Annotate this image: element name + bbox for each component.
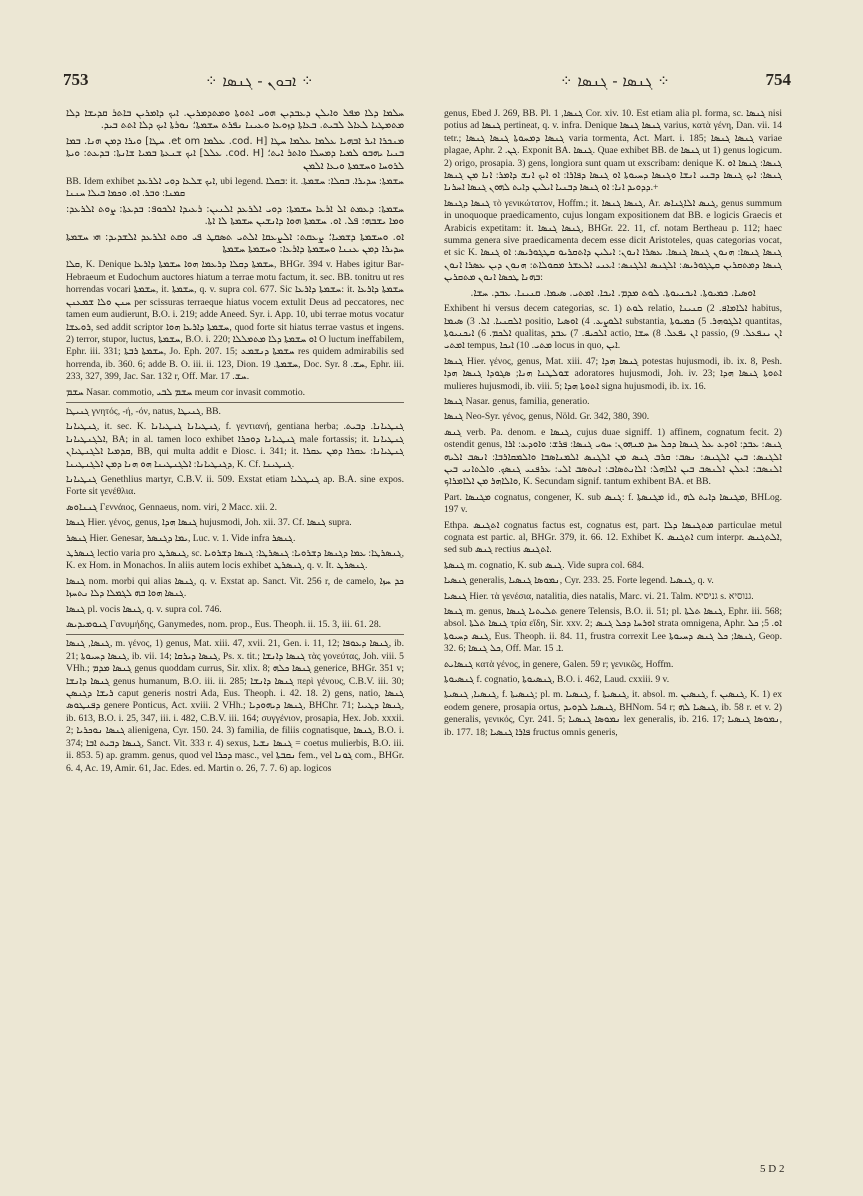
dictionary-entry: ܓܢܣܐ nom. morbi qui alias ܓܢܣܐ, q. v. Exstat ap. Sanct. Vit. 256 r, de camelo, ܟܕ ܚܙܐ ܓܢܣܐ ܗܘܐ ܒܗ ܠܓܡܠܐ ܕܠܐ ܢܬܚܙܐ.: [66, 575, 404, 600]
dictionary-entry: ܓܢܣܐ Hier. γένος, genus, Mat. xiii. 47; ܓܢܣܐ ܗܕܐ potestas hujusmodi, ib. ix. 8, Pesh. ܫܘܠܛܢܐ ܗܢܐ; ܣܓܘܕܐ ܓܢܣܐ ܗܕܐ adoratores hujusmodi, Joh. iv. 23; ܐܬܘܬܐ ܓܢܣܐ ܗܕܐ mulieres hujusmodi, ib. viii. 5; ܐܬܘܬܐ ܗܕܐ signa hujusmodi, ib. ix. 16.: [444, 355, 783, 392]
page-number-right: 754: [765, 70, 791, 89]
running-head-left: ⁘ ܐܒܘܢ - ܓܢܣܐ ⁘: [205, 72, 314, 90]
dictionary-entry: ܓܢܣܪܛ lectio varia pro ܓܢܣܪܛ, sc. ܓܢܣܪܛܐ: ܥܡܐ ܕܓܢܣܐ ܕܫܪܘܝܐ: ܓܢܣܪܛܐ: ܓܢܣܐ ܕܫܪܘܝܐ, K. ex Hom. in Monachos. In aliis autem locis exhibet ܓܢܣܪܛ, q. v. It. ܓܢܣܪܛ.: [66, 548, 404, 572]
dictionary-entry: ܓܢܢܐܘܣ Γεννάιος, Gennaeus, nom. viri, 2 Macc. xii. 2.: [66, 501, 278, 513]
dictionary-entry: Part. ܡܓܢܣܐ cognatus, congener, K. sub ܓܢܣ: f. ܡܓܢܣܬܐ id., ܡܓܢܣܐ ܕܐܝܬ ܠܗ, BHLog. 197 v.: [444, 491, 782, 516]
dictionary-entry: ܓܢܣܐ ܕܓܢܣܐ τὸ γενικώτατον, Hoffm.; it. ܓܢܣܐ ܓܢܣܐ, Ar. ܓܢܣ ܐܠܐܓܢܐܣ, genus summum in unoquoque praedicamento, cujus longam expositionem dat BB. e logicis Graecis et Arabicis expetitam: it. ܓܢܣܐ ܓܢܣܐ, BHGr. 22. 11, cf. notam Bertheau p. 112; haec summa genera sive praedicamenta decem esse dicit Aristoteles, quas categorias vocat, et sic K. ܓܢܣܐ ܓܢܣܐ: ܗܢܘܢ ܓܢܣܐ ܓܢܣܐ. ܥܣܪܐ ܐܢܘܢ: ܐܝܠܝܢ ܕܐܬܩܪܝܘ ܩܛܓܘܪܝܣ: ܐܘ ܓܢܣܐ ܓܢܣܐ ܕܡܬܩܪܝܢ ܩܛܓܘܪܝܣ: ܐܠܓܢܣ ܐܠܓܢܣ: ܐܥܢܝ ܐܠܥܫܪ ܡܩܘܠܐܬ: ܗܢܘܢ ܕܝܢ ܥܣܪܐ ܐܢܘܢ ܒܗܢܐ ܛܟܣܐ ܐܢܘܢ ܡܬܩܪܝܢ:: [444, 197, 782, 284]
dictionary-entry: ܐܘ. ܘܚܫܡܬܐ ܕܫܡܝܐ؛ ܨܥܩܬ: ܐܠܨܥܩܐ ܐܠܬܝ ܬܣܩܛ ܦܝ ܘܩܬ ܐܠܪܥܕ ܐܠܫܕܝܕ: ܗܝ ܚܫܡܬܐ ܚܕܝܪܐ ܕܡܢ ܥܢܢܐ ܘܚܫܡܬܐ ܕܐܪܥܐ: ܘܚܫܡܬܐ ܚܫܡܬܐ: [66, 231, 404, 256]
dictionary-entry: Ethpa. ܐܬܓܢܣ cognatus factus est, cognatus est, part. ܡܬܓܢܣܐ ܕܠܐ particulae metul cognata est partic. al, BHGr. 379, it. 66. 12. Exhibet K. ܐܬܓܢܣ cum interpr. ܐܠܬܓܢܣ, sed sub ܓܢܣ rectius ܐܬܓܢܣ.: [444, 519, 782, 556]
left-column: [66, 108, 404, 778]
dictionary-entry: genus, Ebed J. 269, BB. Pl. ܓܢܣܐ, 1 Cor. xiv. 10. Est etiam alia pl. forma, sc. ܓܢܣܐ nisi potius ad ܓܢܣܐ pertineat, q. v. infra. Denique ܓܢܣܐ ܓܢܣܐ varius, κατὰ γένη, Dan. vii. 14 tetr.; ܓܢܣܐ ܕܡܚܘܬܐ ܓܢܣܐ ܓܢܣܐ varia tormenta, Act. Mart. i. 185; ܓܢܣܐ ܓܢܣܐ variae plagae, Aphr. ܓܢ. 2. Exponit BA. ܓܢܣܐ. Quae exhibet BB. de ܓܢܣܐ ut 1) genus logicum. 2) origo, prosapia. 3) gens, longiora sunt quam ut exscribam: denique K. ܓܢܣܐ: ܓܢܣܐ ܐܘ ܓܢܣܐ: ܐܝܟ ܓܢܣܐ ܕܒܢܝ ܐܢܫܐ ܘܓܢܣܐ ܕܚܝܘܬܐ ܐܘ ܓܢܣܐ ܕܦܐܪܐ: ܐܘ ܐܝܟ ܐܢܫ ܕܐܡܪ: ܐܢܐ ܡܢ ܓܢܣܐ ܕܕܘܝܕ ܐܢܐ: ܐܘ ܓܢܣܐ ܕܒܢܝܐ ܐܝܠܝܢ ܕܐܝܬ ܠܗܘܢ ܓܢܣܐ ܐܚܪܢܐ.+: [444, 108, 782, 194]
section-divider: [66, 634, 404, 635]
dictionary-entry: Exhibent hi versus decem categorias, sc. 1) ܠܘܬ relatio, ܐܠܐܡܐܦ. 2) ܩܢܝܢܐ habitus, ܐܠܩܢܝܐ. ܐܠ. 3) ܣܝܡܐ positio, ܐܠܘܨܥ. 4) ܐܘܣܝܐ substantia, ܐܠܓܘܗܪ. 5) ܟܡܝܘܬܐ quantitas, ܐܠܟܡ. 6) ܐܝܟܢܝܘܬܐ qualitas, ܐܠܟܝܦ. 7) ܥܒܕ actio, ܐܢ ܝܦܥܠ. 8) ܚܫܐ passio, ܐܢ ܝܢܦܥܠ. 9) ܐܡܬܝ tempus, ܡܬܝ. 10) ܐܝܟܐ locus in quo, ܐܝܢ.: [444, 303, 783, 352]
dictionary-entry: ܐܘܣܝܐ. ܟܡܝܘܬܐ. ܐܝܟܢܝܘܬܐ. ܠܘܬ ܡܕܡ. ܐܝܟܐ. ܐܡܬܝ. ܣܝܡܐ. ܩܢܝܢܐ. ܥܒܕ. ܚܫܐ.: [470, 287, 756, 299]
dictionary-entry: ܓܢܣܪ Hier. Genesar, ܝܡܐ ܕܓܢܣܪ, Luc. v. 1. Vide infra ܓܢܣܪ.: [66, 532, 296, 544]
dictionary-entry: ܚܫܡ Nasar. commotio, ܚܫܡ ܠܒܝ meum cor invasit commotio.: [66, 386, 306, 398]
dictionary-entry: BB. Idem exhibet ܐܝܟ ܫܠܥܐ ܕܘܝ ܐܠܪܥܕ, ubi legend. ܒܩܠܐ: it. ܚܫܡܬܐ: ܚܕܝܪܐ. ܒܩܠܐ: ܚܫܡܬܐ. ܩܡܢܐ: ܘܒܪ. ܐܘ. ܘܟܡܐ ܒܝܠܐ ܚܢܢܐ: [66, 176, 404, 200]
dictionary-entry: ܓܢܣܝܐ, ܓܢܣܝܬܐ, f. ܓܢܣܝܬܐ; pl. m. ܓܢܣܝܐ, f. ܓܢܣܝܬܐ, it. absol. m. ܓܢܣܝܢ, f. ܓܢܣܝܢ, K. 1) ex eodem genere, prosapia ortus, ܓܢܣܝܐ ܠܕܘܝܕ, BHNom. 54 r; ܓܢܣܝܐ ܠܗ, ib. 58 r. et v. 2) generalis, γενικός, Cyr. 241. 5; ܢܡܘܣܐ ܓܢܣܝܐ lex generalis, ib. 216. 17; ܢܡܘܣܐ ܓܢܣܝܐ, ib. 177. 18; ܦܐܪܐ ܓܢܣܝܐ fructus omnis generis,: [444, 689, 783, 738]
dictionary-entry: ܓܢܝܛܐ γνητός, -ή, -όν, natus, ܓܢܝܛܐ, BB.: [66, 405, 221, 417]
right-column: [444, 108, 782, 742]
dictionary-entry: ܓܢܛܝܐܢܐ Genethlius martyr, C.B.V. ii. 509. Exstat etiam ܓܢܛܠܝܐ ap. B.A. sine expos. Forte sit γενέθλια.: [66, 473, 404, 498]
dictionary-entry: ܓܢܣܝܘܬܐ f. cognatio, ܓܢܣܝܘܬܐ, B.O. i. 462, Laud. cxxiii. 9 v.: [444, 674, 670, 686]
dictionary-entry: ܓܢܣܬܐ m. cognatio, K. sub ܓܢܣ. Vide supra col. 684.: [444, 559, 645, 571]
dictionary-entry: ܓܢܣܐ Neo-Syr. γένος, genus, Nöld. Gr. 342, 380, 390.: [444, 411, 650, 423]
running-head-right: ⁘ ܓܢܣܐ - ܓܢܣܐ ⁘: [560, 72, 670, 90]
dictionary-entry: ܓܢܣܝܐ Hier. τὰ γενέσια, natalitia, dies natalis, Marc. vi. 21. Talm. גניסיא s. גנוסיא.: [444, 590, 754, 602]
dictionary-entry: ܓܢܣܐ Nasar. genus, familia, generatio.: [444, 395, 590, 407]
dictionary-entry: ܓܢܣܝܐ generalis, ܢܡܘܣܐ ܓܢܣܝܐ, Cyr. 233. 25. Forte legend. ܓܢܣܝܐ, q. v.: [444, 575, 714, 587]
dictionary-entry: ܚܫܡܬܐ: ܕܥܡܬ ܐܠ ܐܪܥܐ ܚܫܡܬܐ: ܕܘܝ ܐܠܪܥܕ ܐܠܢܝܢ: ܪܥܝܕܐ ܐܠܟܘܦ: ܒܕܥܬܐ: ܨܘܬ ܐܠܪܥܕ: ܘܡܐ ܝܫܒܗ: ܦܠ. ܐܘ. ܚܫܡܬܐ ܗܘܐ ܕܐܢܫܝܢ ܚܫܡܬܐ ܠܐ ܐܬܐ.: [66, 203, 404, 228]
dictionary-entry: ܓܢܣܐܝܬ κατὰ γένος, in genere, Galen. 59 r; γενικῶς, Hoffm.: [444, 658, 674, 670]
dictionary-entry: ܚܠܡܐ ܕܠܐ ܡܦܠ ܘܐܝܠܢ ܕܥܒܕܝܢ ܗܘܝ ܐܬܘܬܐ ܘܡܬܕܡܪܝܢ. ܐܝܟ ܕܐܡܪܝܢ ܒܐܬܪ ܩܕܝܫܐ ܕܠܐ ܡܬܡܛܝܐ ܠܥܐܠ ܠܒܝܬ. ܒܥܐܬܐ ܕܙܘܥܐ ܘܥܝܢܐ ܢܦܪܬ ܚܫܡܬܐ؛ ܢܘܪܬܐ ܐܝܟ ܕܠܐ ܐܬܬ ܒܝܕ.: [66, 108, 404, 132]
page-number-left: 753: [63, 70, 89, 89]
signature-mark: 5 D 2: [760, 1163, 785, 1175]
dictionary-entry: ܓܢܣܐ m. genus, ܬܠܝܬܝܐ ܓܢܣܐ genere Telensis, B.O. ii. 51; pl. ܓܢܣܐ ܬܠܬܐ, Ephr. iii. 568; absol. ܓܢܣܐ ܬܠܬܐ τρία εἴδη, Sir. xxv. 2; ܐܘܪܚܐ ܕܟܠ ܓܢܣ strata omnigena, Aphr. ܐܘ. 5; ܟܠ ܓܢܣ ܕܚܝܘܬܐ, Eus. Theoph. ii. 84. 11, frustra correxit Lee ܓܢܣܐ; ܟܠ ܓܢܣ ܕܚܝܘܬܐ, Geop. 32. 6; ܟܠ ܓܢܣܐ, Off. Mar. ܐ. 15.: [444, 606, 783, 655]
dictionary-entry: ܓܢܣ verb. Pa. denom. e ܓܢܣܐ, cujus duae signiff. 1) affinem, cognatum fecit. 2) ostendit genus, ܓܢܣ: ܥܒܕ: ܐܘܕܥ ܥܠ ܓܢܣܐ ܕܟܠ ܚܕ ܡܢܗܘܢ: ܚܘܝ ܓܢܣܐ: ܦܪܫ: ܘܐܘܕܥ: ܐܪܐ ܐܠܓܢܣ: ܒܝܢ ܐܠܓܢܣ: ܢܣܒ: ܩܪܒ ܓܢܣ ܡܢ ܐܠܓܢܣ ܐܠܡܢܐܣܒܐ ܘܐܠܡܩܐܪܒܐ: ܐܢܣܒ ܐܠܝܗ ܐܠܢܣܒ: ܐܥܠܢ ܐܠܢܣܒ ܒܝܢ ܐܠܐܗܠ: ܐܠܐܢܬܣܐܒ: ܐܢܬܣܒ ܐܠܝ: ܥܪܦܢܝ ܓܢܣܟ. ܘܐܠܬܐܢܝ ܒܝܢ ܘܐܠܐܗܪ ܡܢ ܐܠܐܡܪܐܟ, K. Secundam signif. tantum exhibent BA. et BB.: [444, 426, 782, 488]
dictionary-entry: ܓܢܣܐ pl. vocis ܓܢܣܐ, q. v. supra col. 746.: [66, 603, 222, 615]
section-divider: [66, 402, 404, 403]
dictionary-entry: ܡܢܟܪܐ ܐܝܪ ܐܒܗܝܐ ܥܠܡܐ ܥܠܡܐ ܚܛܐ [cod. H. ܥܠܡܐ et om. ܚܛܐ] ܘܝܪܐ ܕܡܢ ܗܢܐ. ܒܡܐ ܒܢܝܐ ܝܗܒܘ ܠܡܝܐ ܕܡܚܠܐ ܘܐܬܪ ܐܝܬ؛ [cod. H. ܥܠܠ] ܐܝܟ ܫܢܥܬܐ ܒܡܝܐ ܫܐܢܬܐ: ܒܕܥܬ: ܘܝܬܐ ܠܪܘܚܐ ܘܚܫܡܬܐ ܘܝܥܐ ܐܠܡܢ: [66, 135, 404, 172]
dictionary-entry: ܓܢܘܡܝܕܝܣ Γανυμήδης, Ganymedes, nom. prop., Eus. Theoph. ii. 15. 3, iii. 61. 28.: [66, 619, 382, 631]
dictionary-entry: ܓܢܛܝܐܢܐ, it. sec. K. ܓܢܛܝܐܢܐ ܓܢܛܝܐܢܐ, f. γεντιανή, gentiana herba; ܓܢܛܝܐܢܐ. ܕܒܝܬ. ܐܠܓܢܛܝܐܢܐ, BA; in al. tamen loco exhibet ܓܢܛܝܐܢܐ ܕܘܟܪܐ male fortassis; it. ܓܢܛܝܐܢܐ ܩܕܡܝܐ ܐܠܓܢܛܝܐܢ, BB, qui multa addit e Diosc. i. 341; it. ܓܢܛܝܐܢܐ: ܥܩܪܐ ܕܡܢ ܥܩܪܐ ܕܓܢܛܝܐܢܐ: ܐܠܓܢܛܝܢܐ ܗܘ ܗܢܐ ܕܡܢ ܐܠܓܢܛܝܢܐ, K. Cf. ܓܢܛܝܢܐ.: [66, 421, 405, 470]
dictionary-entry: ܓܢܣܐ Hier. γένος, genus, ܓܢܣܐ ܗܕܐ hujusmodi, Joh. xii. 37. Cf. ܓܢܣܐ supra.: [66, 517, 352, 529]
dictionary-entry: ܓܢܣܐ, ܓܢܣܐ, m. γένος, 1) genus, Mat. xiii. 47, xvii. 21, Gen. i. 11, 12; ܓܢܣܐ ܕܥܘܦܐ, ib. 21; ܓܢܣܐ ܕܚܝܘܬܐ, ib. vii. 14; ܓܢܣܐ ܕܝܪܩܐ, Ps. x. tit.; ܓܢܣܐ ܕܐܢܫܐ τὰς γονεύτας, Joh. viii. 5 VHh.; ܓܢܣܐ ܡܕܡ genus quoddam currus, Sir. xlix. 8; ܓܢܣܐ ܟܠܗ generice, BHGr. 351 v; ܓܢܣܐ ܕܐܢܫܐ genus humanum, B.O. iii. ii. 285; ܓܢܣܐ ܕܐܢܫܐ περὶ γένους, C.B.V. iii. 30; ܪܝܫܐ ܕܓܢܣܢ caput generis nostri Ada, Eus. Theoph. i. 42. 18. 2) gens, natio, ܓܢܣܐ ܕܦܢܛܘܣ genere Ponticus, Act. xviii. 2 VHh.; ܓܢܣܐ ܕܝܗܘܕܝܐ, BHChr. 71; ܓܢܣܐ ܕܛܝܝܐ, ib. 613, B.O. i. 25, 347, iii. i. 482, C.B.V. iii. 164; συγγένιον, prosapia, Hex. Job. xxxii. 2; ܓܢܣܐ ܢܘܟܪܝܐ alienigena, Cyr. 150. 24. 3) familia, de filiis cognatisque, ܓܢܣܐ, B.O. i. 374; ܓܢܣܐ ܕܒܝܬ ܐܒܐ, Sanct. Vit. 333 r. 4) sexus, ܓܢܣܐ ܢܫܝܐ = coetus mulierbis, B.O. iii. ii. 853. 5) ap. gramm. genus, quod vel ܕܟܪܐ masc., vel ܢܩܒܬܐ fem., vel ܓܘܢܐ com., BHGr. 6. 4, Ac. 19, Amir. 61, Jac. Edes. ed. Martin o. 26, 7. 7. 6) ap. logicos: [66, 638, 404, 774]
dictionary-entry: ܩܠܐ, K. Denique ܚܫܡܬܐ ܕܩܠܐ ܕܪܥܡܐ ܗܘܐ ܚܫܡܬܐ ܕܐܪܥܐ, BHGr. 394 v. Habes igitur Bar-Hebraeum et Eudochum auctores hiatum a terrae motu factum, it. sec. BB. tonitru ut res horrendas vocari ܚܫܡܬܐ, it. ܚܫܡܬܐ, q. v. supra col. 677. Sic ܚܫܡܬܐ ܕܐܪܥܐ: it. ܚܫܡܬܐ ܕܐܪܥܐ ܚܢܢ ܘܠܐ ܫܡܥܢܢ per scissuras terraeque hiatus vocem extulit Deus ad peccatores, nec tamen eum audierunt, B.O. i. 219; adde Aneed. Syr. i. App. 10, ubi terrae motus vocatur ܪܘܥܫܐ, sed addit scriptor ܚܫܡܬܐ ܕܐܪܥܐ ܗܘܐ, quod forte sit hiatus terrae vastus et ingens. 2) terror, stupor, luctus, ܚܫܡܬܐ, B.O. i. 220; ܐܘ ܚܫܡܬܐ ܕܠܐ ܡܬܡܠܠܐ O luctum ineffabilem, Ephr. iii. 331; ܚܫܡܬܐ ܪܒܬܐ, Jo. Eph. 207. 15; ܚܫܡܬܐ ܕܢܫܡܥ res quidem admirabilis sed horrenda, ib. 360. 6; adde B. O. iii. ii. 123, Dion. ܚܫܡܬܐ. 19, Doc. Syr. ܚܫ. 8, Ephr. iii. 233, 327, 399, Jac. Sar. 132 r, Off. Mar. ܚܫ. 17.: [66, 259, 405, 383]
